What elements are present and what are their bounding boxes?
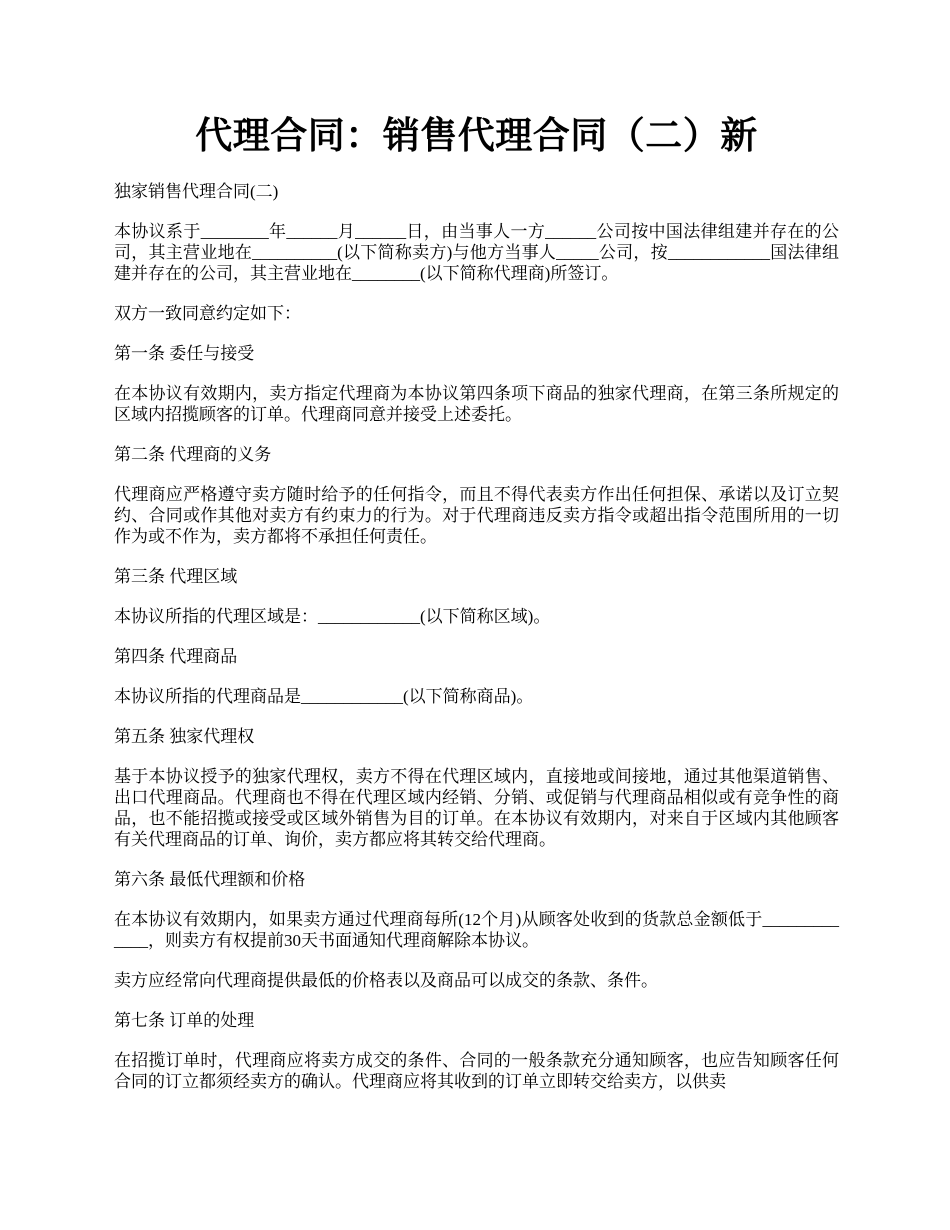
- article-1-heading: 第一条 委任与接受: [114, 344, 255, 363]
- document-title: 代理合同：销售代理合同（二）新: [195, 116, 758, 157]
- article-7-heading: 第七条 订单的处理: [114, 1011, 255, 1030]
- article-4-heading: 第四条 代理商品: [114, 647, 238, 666]
- article-2-heading: 第二条 代理商的义务: [114, 445, 272, 464]
- preamble-paragraph: 本协议系于________年______月______日，由当事人一方______公司按中国法律组建并存在的公司，其主营业地在__________(以下简称卖方)与他方当事人_____公司，按____________国法律组建并存在的公司，其主营业地在________(以下简称代理商)所签订。: [114, 222, 839, 283]
- article-6-body-2: 卖方应经常向代理商提供最低的价格表以及商品可以成交的条款、条件。: [114, 971, 658, 990]
- article-5-body: 基于本协议授予的独家代理权，卖方不得在代理区域内，直接地或间接地，通过其他渠道销售、出口代理商品。代理商也不得在代理区域内经销、分销、或促销与代理商品相似或有竞争性的商品，也不能招揽或接受或区域外销售为目的订单。在本协议有效期内，对来自于区域内其他顾客有关代理商品的订单、询价，卖方都应将其转交给代理商。: [114, 767, 839, 849]
- article-3-heading: 第三条 代理区域: [114, 567, 238, 586]
- document-body: [114, 181, 839, 1111]
- article-7-body: 在招揽订单时，代理商应将卖方成交的条件、合同的一般条款充分通知顾客，也应告知顾客任何合同的订立都须经卖方的确认。代理商应将其收到的订单立即转交给卖方，以供卖: [114, 1051, 839, 1091]
- agreement-intro: 双方一致同意约定如下：: [114, 304, 301, 323]
- article-6-body: 在本协议有效期内，如果卖方通过代理商每所(12个月)从顾客处收到的货款总金额低于_____________，则卖方有权提前30天书面通知代理商解除本协议。: [114, 910, 839, 950]
- article-6-heading: 第六条 最低代理额和价格: [114, 870, 306, 889]
- article-2-body: 代理商应严格遵守卖方随时给予的任何指令，而且不得代表卖方作出任何担保、承诺以及订立契约、合同或作其他对卖方有约束力的行为。对于代理商违反卖方指令或超出指令范围所用的一切作为或不作为，卖方都将不承担任何责任。: [114, 485, 839, 546]
- article-5-heading: 第五条 独家代理权: [114, 727, 255, 746]
- article-1-body: 在本协议有效期内，卖方指定代理商为本协议第四条项下商品的独家代理商，在第三条所规定的区域内招揽顾客的订单。代理商同意并接受上述委托。: [114, 384, 839, 424]
- subtitle-paragraph: 独家销售代理合同(二): [114, 182, 279, 201]
- article-4-body: 本协议所指的代理商品是____________(以下简称商品)。: [114, 687, 534, 706]
- article-3-body: 本协议所指的代理区域是：____________(以下简称区域)。: [114, 607, 551, 626]
